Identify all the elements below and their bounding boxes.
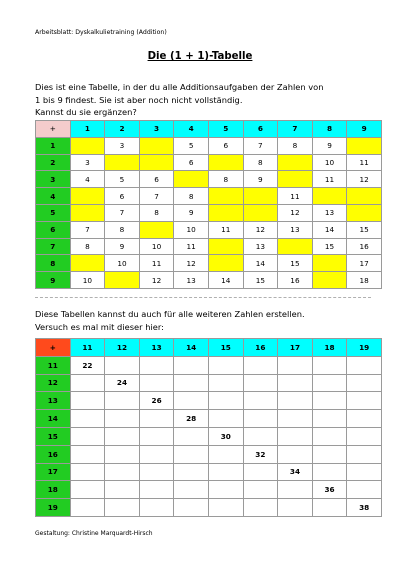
table-row <box>36 272 382 289</box>
answer-cell[interactable] <box>312 427 347 445</box>
sum-cell: 28 <box>174 410 209 428</box>
answer-cell[interactable] <box>312 356 347 374</box>
sum-cell: 3 <box>105 137 140 154</box>
table-row <box>36 427 382 445</box>
answer-cell[interactable] <box>105 392 140 410</box>
sum-cell: 18 <box>347 272 382 289</box>
sum-cell: 9 <box>312 137 347 154</box>
sum-cell: 12 <box>243 221 278 238</box>
table-row <box>36 154 382 171</box>
answer-cell[interactable] <box>312 463 347 481</box>
sum-cell: 8 <box>105 221 140 238</box>
addition-table-1-9 <box>35 120 382 289</box>
sum-cell: 11 <box>139 255 174 272</box>
sum-cell: 8 <box>139 204 174 221</box>
sum-cell: 3 <box>70 154 105 171</box>
answer-cell[interactable] <box>174 463 209 481</box>
answer-cell[interactable] <box>347 410 382 428</box>
answer-cell[interactable] <box>139 445 174 463</box>
answer-cell[interactable] <box>347 188 382 205</box>
row-header: 7 <box>36 238 71 255</box>
answer-cell[interactable] <box>139 463 174 481</box>
answer-cell[interactable] <box>347 392 382 410</box>
sum-cell: 36 <box>312 481 347 499</box>
row-header: 19 <box>36 499 71 517</box>
answer-cell[interactable] <box>312 410 347 428</box>
column-header: 4 <box>174 121 209 138</box>
sum-cell: 17 <box>347 255 382 272</box>
sum-cell: 10 <box>105 255 140 272</box>
column-header: 15 <box>208 339 243 357</box>
answer-cell[interactable] <box>70 499 105 517</box>
sum-cell: 8 <box>174 188 209 205</box>
column-header: 17 <box>278 339 313 357</box>
answer-cell[interactable] <box>243 204 278 221</box>
column-header: 16 <box>243 339 278 357</box>
sum-cell: 4 <box>70 171 105 188</box>
answer-cell[interactable] <box>278 238 313 255</box>
answer-cell[interactable] <box>243 374 278 392</box>
answer-cell[interactable] <box>278 445 313 463</box>
sum-cell: 34 <box>278 463 313 481</box>
page-title: Die (1 + 1)-Tabelle <box>147 51 253 62</box>
answer-cell[interactable] <box>208 445 243 463</box>
column-header: 9 <box>347 121 382 138</box>
answer-cell[interactable] <box>243 499 278 517</box>
sum-cell: 12 <box>278 204 313 221</box>
answer-cell[interactable] <box>208 238 243 255</box>
answer-cell[interactable] <box>312 188 347 205</box>
column-header: 2 <box>105 121 140 138</box>
answer-cell[interactable] <box>278 392 313 410</box>
sum-cell: 11 <box>312 171 347 188</box>
sum-cell: 9 <box>174 204 209 221</box>
footer-credit: Gestaltung: Christine Marquardt-Hirsch <box>35 530 153 537</box>
answer-cell[interactable] <box>243 427 278 445</box>
sum-cell: 26 <box>139 392 174 410</box>
row-header: 11 <box>36 356 71 374</box>
answer-cell[interactable] <box>208 188 243 205</box>
column-header: 14 <box>174 339 209 357</box>
sum-cell: 11 <box>174 238 209 255</box>
sum-cell: 30 <box>208 427 243 445</box>
answer-cell[interactable] <box>70 374 105 392</box>
table-header-row <box>36 339 382 357</box>
sum-cell: 32 <box>243 445 278 463</box>
separator-line <box>35 297 371 298</box>
column-header: 7 <box>278 121 313 138</box>
intro-line: Versuch es mal mit dieser hier: <box>35 321 164 332</box>
table-row <box>36 204 382 221</box>
sum-cell: 12 <box>139 272 174 289</box>
answer-cell[interactable] <box>174 427 209 445</box>
row-header: 13 <box>36 392 71 410</box>
table-row <box>36 171 382 188</box>
answer-cell[interactable] <box>278 410 313 428</box>
answer-cell[interactable] <box>70 255 105 272</box>
sum-cell: 10 <box>70 272 105 289</box>
answer-cell[interactable] <box>139 410 174 428</box>
sum-cell: 15 <box>312 238 347 255</box>
answer-cell[interactable] <box>70 137 105 154</box>
answer-cell[interactable] <box>208 356 243 374</box>
answer-cell[interactable] <box>105 272 140 289</box>
answer-cell[interactable] <box>139 499 174 517</box>
sum-cell: 12 <box>347 171 382 188</box>
answer-cell[interactable] <box>70 410 105 428</box>
sum-cell: 5 <box>174 137 209 154</box>
intro-line: Dies ist eine Tabelle, in der du alle Additionsaufgaben der Zahlen von <box>35 82 324 92</box>
row-header: 8 <box>36 255 71 272</box>
answer-cell[interactable] <box>139 427 174 445</box>
sum-cell: 8 <box>70 238 105 255</box>
answer-cell[interactable] <box>139 221 174 238</box>
sum-cell: 7 <box>139 188 174 205</box>
answer-cell[interactable] <box>278 171 313 188</box>
answer-cell[interactable] <box>278 356 313 374</box>
answer-cell[interactable] <box>278 154 313 171</box>
sum-cell: 9 <box>243 171 278 188</box>
answer-cell[interactable] <box>70 392 105 410</box>
answer-cell[interactable] <box>208 410 243 428</box>
table-row <box>36 188 382 205</box>
answer-cell[interactable] <box>208 204 243 221</box>
row-header: 14 <box>36 410 71 428</box>
sum-cell: 11 <box>278 188 313 205</box>
sum-cell: 7 <box>105 204 140 221</box>
answer-cell[interactable] <box>174 171 209 188</box>
operator-cell: + <box>36 339 71 357</box>
answer-cell[interactable] <box>278 427 313 445</box>
column-header: 6 <box>243 121 278 138</box>
answer-cell[interactable] <box>139 356 174 374</box>
table-row <box>36 410 382 428</box>
sum-cell: 6 <box>139 171 174 188</box>
answer-cell[interactable] <box>347 481 382 499</box>
answer-cell[interactable] <box>243 392 278 410</box>
table-row <box>36 238 382 255</box>
sum-cell: 10 <box>312 154 347 171</box>
sum-cell: 14 <box>208 272 243 289</box>
answer-cell[interactable] <box>70 204 105 221</box>
sum-cell: 6 <box>208 137 243 154</box>
row-header: 18 <box>36 481 71 499</box>
answer-cell[interactable] <box>174 392 209 410</box>
table-row <box>36 255 382 272</box>
answer-cell[interactable] <box>312 445 347 463</box>
worksheet-header: Arbeitsblatt: Dyskalkulietraining (Addition) <box>35 29 167 36</box>
answer-cell[interactable] <box>105 499 140 517</box>
sum-cell: 14 <box>243 255 278 272</box>
answer-cell[interactable] <box>278 481 313 499</box>
column-header: 3 <box>139 121 174 138</box>
answer-cell[interactable] <box>70 427 105 445</box>
row-header: 15 <box>36 427 71 445</box>
sum-cell: 10 <box>174 221 209 238</box>
operator-cell: + <box>36 121 71 138</box>
table-row <box>36 463 382 481</box>
column-header: 1 <box>70 121 105 138</box>
sum-cell: 8 <box>278 137 313 154</box>
sum-cell: 12 <box>174 255 209 272</box>
column-header: 18 <box>312 339 347 357</box>
column-header: 19 <box>347 339 382 357</box>
answer-cell[interactable] <box>278 374 313 392</box>
answer-cell[interactable] <box>347 356 382 374</box>
answer-cell[interactable] <box>208 499 243 517</box>
row-header: 16 <box>36 445 71 463</box>
sum-cell: 9 <box>105 238 140 255</box>
sum-cell: 15 <box>278 255 313 272</box>
table-row <box>36 481 382 499</box>
row-header: 2 <box>36 154 71 171</box>
answer-cell[interactable] <box>105 356 140 374</box>
table-row <box>36 499 382 517</box>
answer-cell[interactable] <box>174 356 209 374</box>
answer-cell[interactable] <box>105 445 140 463</box>
answer-cell[interactable] <box>105 481 140 499</box>
sum-cell: 15 <box>243 272 278 289</box>
row-header: 3 <box>36 171 71 188</box>
column-header: 8 <box>312 121 347 138</box>
table-row <box>36 356 382 374</box>
answer-cell[interactable] <box>208 255 243 272</box>
sum-cell: 6 <box>105 188 140 205</box>
answer-cell[interactable] <box>174 499 209 517</box>
answer-cell[interactable] <box>243 410 278 428</box>
sum-cell: 38 <box>347 499 382 517</box>
sum-cell: 14 <box>312 221 347 238</box>
sum-cell: 16 <box>347 238 382 255</box>
sum-cell: 16 <box>278 272 313 289</box>
answer-cell[interactable] <box>347 463 382 481</box>
second-intro-text <box>35 308 305 333</box>
answer-cell[interactable] <box>208 481 243 499</box>
sum-cell: 24 <box>105 374 140 392</box>
sum-cell: 13 <box>312 204 347 221</box>
answer-cell[interactable] <box>174 374 209 392</box>
answer-cell[interactable] <box>312 499 347 517</box>
answer-cell[interactable] <box>208 154 243 171</box>
answer-cell[interactable] <box>208 374 243 392</box>
table-row <box>36 374 382 392</box>
answer-cell[interactable] <box>347 204 382 221</box>
answer-cell[interactable] <box>70 463 105 481</box>
intro-text <box>35 81 324 119</box>
answer-cell[interactable] <box>139 374 174 392</box>
sum-cell: 7 <box>70 221 105 238</box>
table-row <box>36 137 382 154</box>
answer-cell[interactable] <box>70 445 105 463</box>
sum-cell: 11 <box>347 154 382 171</box>
column-header: 11 <box>70 339 105 357</box>
sum-cell: 8 <box>243 154 278 171</box>
answer-cell[interactable] <box>312 272 347 289</box>
sum-cell: 13 <box>278 221 313 238</box>
addition-table-11-19 <box>35 338 382 517</box>
intro-line: Diese Tabellen kannst du auch für alle weiteren Zahlen erstellen. <box>35 309 305 319</box>
sum-cell: 6 <box>174 154 209 171</box>
answer-cell[interactable] <box>347 445 382 463</box>
answer-cell[interactable] <box>243 481 278 499</box>
answer-cell[interactable] <box>139 481 174 499</box>
answer-cell[interactable] <box>105 427 140 445</box>
answer-cell[interactable] <box>105 463 140 481</box>
answer-cell[interactable] <box>139 154 174 171</box>
answer-cell[interactable] <box>243 463 278 481</box>
answer-cell[interactable] <box>278 499 313 517</box>
row-header: 6 <box>36 221 71 238</box>
row-header: 9 <box>36 272 71 289</box>
column-header: 13 <box>139 339 174 357</box>
answer-cell[interactable] <box>70 481 105 499</box>
sum-cell: 13 <box>174 272 209 289</box>
sum-cell: 10 <box>139 238 174 255</box>
answer-cell[interactable] <box>312 392 347 410</box>
row-header: 12 <box>36 374 71 392</box>
answer-cell[interactable] <box>208 392 243 410</box>
answer-cell[interactable] <box>208 463 243 481</box>
sum-cell: 15 <box>347 221 382 238</box>
answer-cell[interactable] <box>347 137 382 154</box>
sum-cell: 11 <box>208 221 243 238</box>
sum-cell: 8 <box>208 171 243 188</box>
row-header: 17 <box>36 463 71 481</box>
answer-cell[interactable] <box>312 374 347 392</box>
column-header: 12 <box>105 339 140 357</box>
table-row <box>36 392 382 410</box>
sum-cell: 22 <box>70 356 105 374</box>
answer-cell[interactable] <box>347 427 382 445</box>
answer-cell[interactable] <box>312 255 347 272</box>
answer-cell[interactable] <box>347 374 382 392</box>
answer-cell[interactable] <box>174 481 209 499</box>
sum-cell: 13 <box>243 238 278 255</box>
intro-line: Kannst du sie ergänzen? <box>35 107 137 117</box>
table-header-row <box>36 121 382 138</box>
row-header: 4 <box>36 188 71 205</box>
sum-cell: 7 <box>243 137 278 154</box>
answer-cell[interactable] <box>105 154 140 171</box>
row-header: 1 <box>36 137 71 154</box>
answer-cell[interactable] <box>70 188 105 205</box>
table-row <box>36 445 382 463</box>
answer-cell[interactable] <box>139 137 174 154</box>
answer-cell[interactable] <box>243 356 278 374</box>
table-row <box>36 221 382 238</box>
intro-line: 1 bis 9 findest. Sie ist aber noch nicht vollständig. <box>35 94 243 105</box>
answer-cell[interactable] <box>243 188 278 205</box>
column-header: 5 <box>208 121 243 138</box>
answer-cell[interactable] <box>174 445 209 463</box>
row-header: 5 <box>36 204 71 221</box>
sum-cell: 5 <box>105 171 140 188</box>
answer-cell[interactable] <box>105 410 140 428</box>
